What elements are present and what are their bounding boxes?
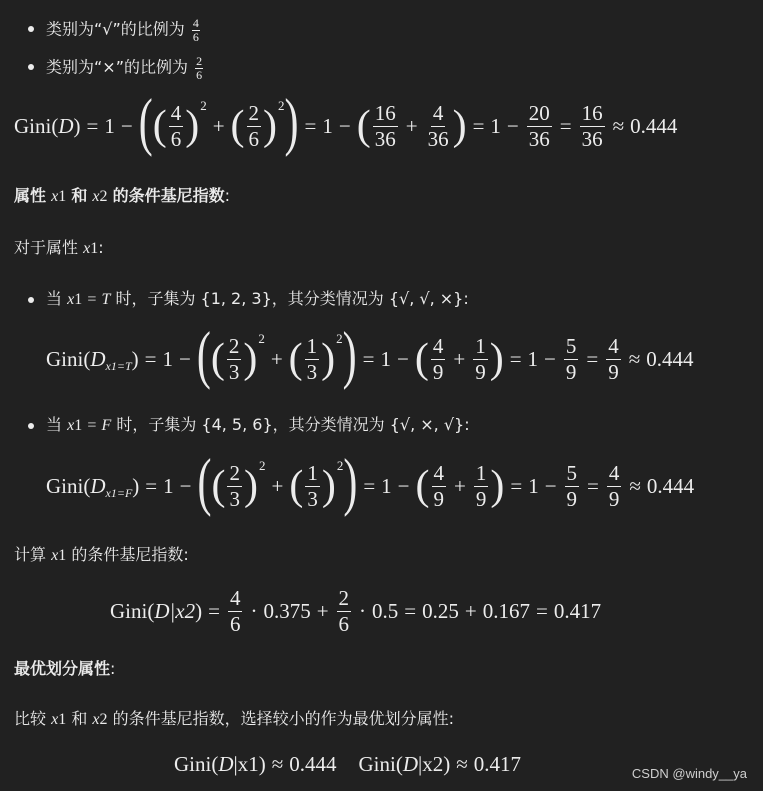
fraction: $\frac{4}{6}$ [192, 16, 199, 44]
formula-conditional-gini: Gini ( D|x2 ) = $\frac{4}{6}$ · 0.375 + $\frac{2}{6}$ · 0.5 = 0.25 + 0.167 = 0.417 [110, 586, 602, 636]
fraction: $\frac{2}{6}$ [196, 54, 203, 82]
section-heading-attributes: 属性 x1 和 x2 的条件基尼指数: [14, 186, 231, 205]
best-split-heading: 最优划分属性: [14, 659, 116, 678]
bullet-yes-ratio: 类别为“√”的比例为 $\frac{4}{6}$ [46, 16, 199, 44]
case-true-line: 当 x1 = T 时，子集为 {1, 2, 3}，其分类情况为 {√, √, ×}: [46, 289, 469, 308]
csdn-watermark: CSDN @windy__ya [631, 766, 747, 781]
formula-final-comparison: Gini( D |x1) ≈ 0.444 Gini( D |x2) ≈ 0.417 [174, 751, 521, 776]
calc-line: 计算 x1 的条件基尼指数: [14, 545, 189, 564]
bullet-dot [28, 297, 34, 303]
bullet-dot [28, 26, 34, 32]
formula-gini-d: Gini ( D ) = 1 − ( ( $\frac{4}{6}$ ) 2 + ( $\frac{2}{6}$ ) 2 ) = 1 − ( $\frac{16}{36}$ + $\frac{4}{36}$ ) = 1 − $\frac{20}{36}$ = $\frac{16}{36}$ ≈ 0.444 [14, 87, 678, 159]
bullet-dot [28, 423, 34, 429]
formula-gini-x1-true: Gini ( D x1=T ) = 1 − ( ( $\frac{2}{3}$ ) 2 + ( $\frac{1}{3}$ ) 2 ) = 1 − ( $\frac{4}{9}$ + $\frac{1}{9}$ ) = 1 − $\frac{5}{9}$ = $\frac{4}{9}$ ≈ 0.444 [46, 320, 694, 392]
formula-gini-x1-false: Gini ( D x1=F ) = 1 − ( ( $\frac{2}{3}$ ) 2 + ( $\frac{1}{3}$ ) 2 ) = 1 − ( $\frac{4}{9}$ + $\frac{1}{9}$ ) = 1 − $\frac{5}{9}$ = $\frac{4}{9}$ ≈ 0.444 [46, 447, 695, 519]
case-false-line: 当 x1 = F 时，子集为 {4, 5, 6}，其分类情况为 {√, ×, √}: [46, 415, 470, 434]
for-attribute-line: 对于属性 x1: [14, 238, 104, 257]
compare-line: 比较 x1 和 x2 的条件基尼指数，选择较小的作为最优划分属性: [14, 709, 455, 728]
bullet-dot [28, 64, 34, 70]
bullet-no-ratio: 类别为“×”的比例为 $\frac{2}{6}$ [46, 54, 203, 82]
